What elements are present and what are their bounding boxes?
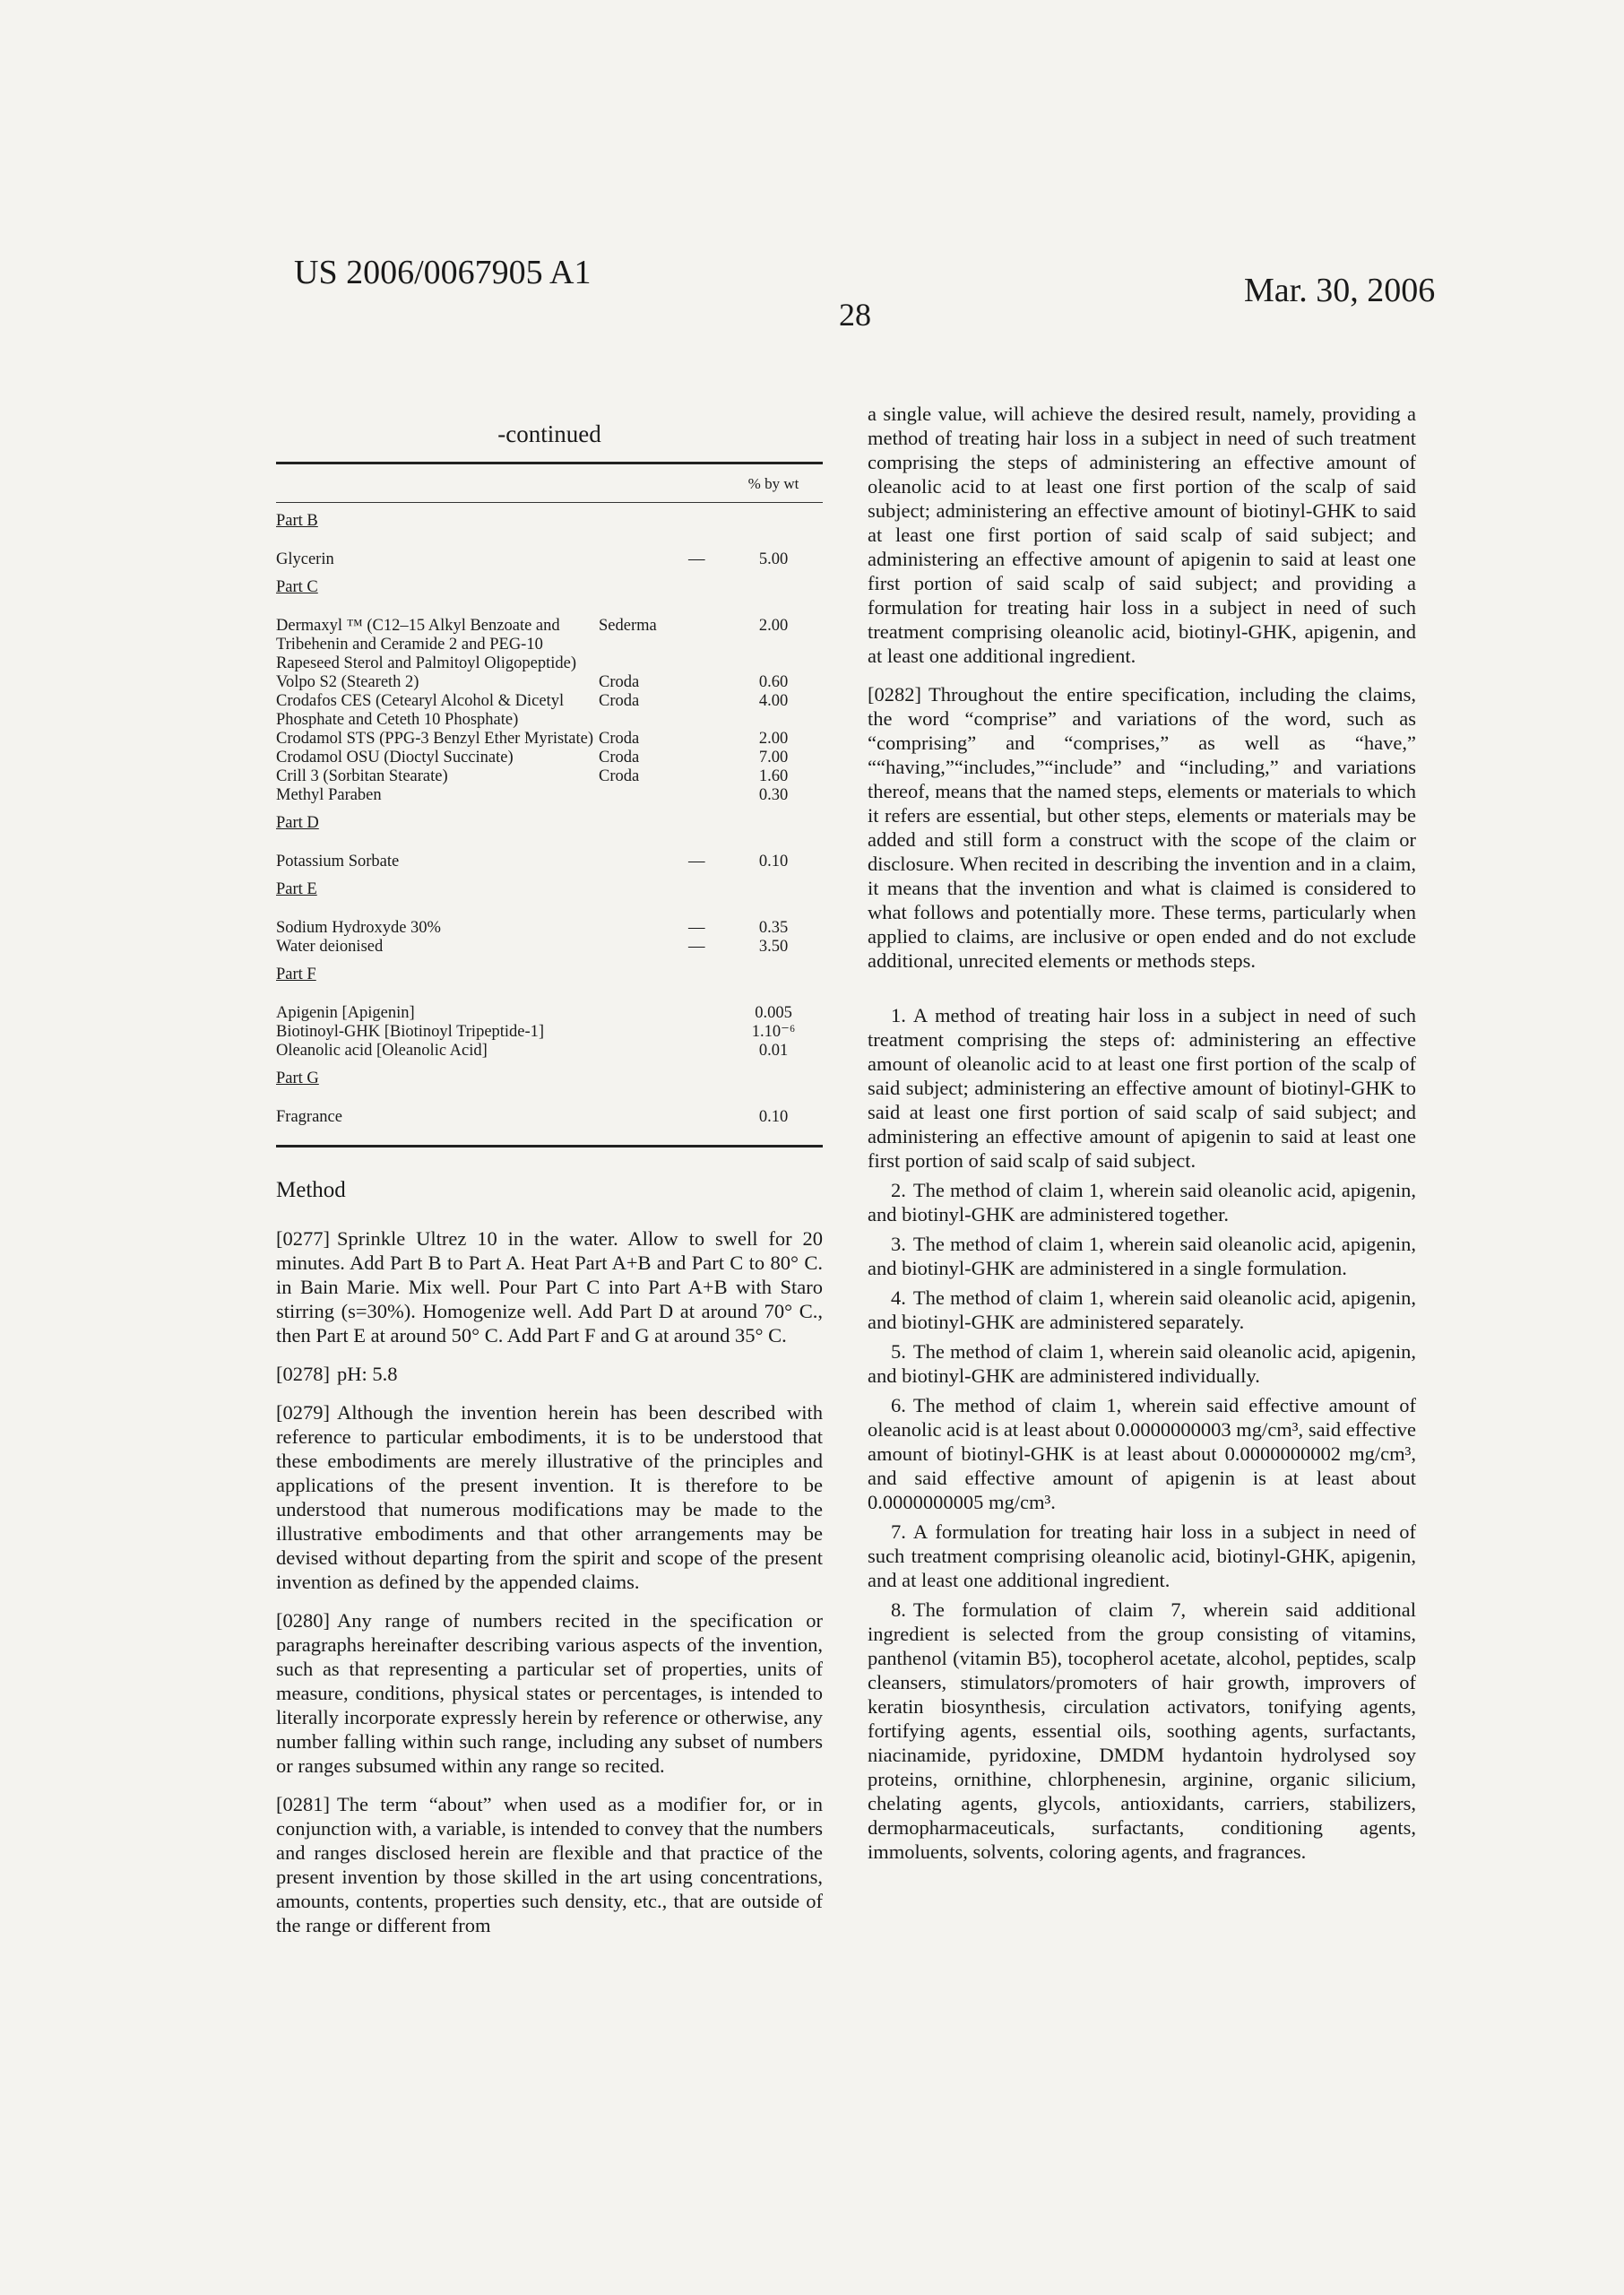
ingredient-name: Apigenin [Apigenin] (276, 1004, 415, 1022)
table-row (276, 919, 823, 938)
table-title: -continued (497, 420, 601, 447)
table-row (276, 767, 823, 786)
claim-text: The method of claim 1, wherein said oleanolic acid, apigenin, and biotinyl-GHK are administered individually. (868, 1340, 1416, 1387)
claim-5 (868, 1339, 1416, 1388)
table-part-label (276, 578, 823, 597)
table-bottom-rule (276, 1145, 823, 1148)
ingredient-name: Glycerin (276, 550, 334, 568)
table-column-header-row (276, 464, 823, 502)
supplier-name: Croda (599, 692, 640, 710)
ingredient-name: Crodamol STS (PPG-3 Benzyl Ether Myristate) (276, 730, 594, 748)
claim-4 (868, 1286, 1416, 1334)
claim-number: 7. (891, 1520, 906, 1543)
dash-mark: — (688, 853, 705, 870)
claim-8 (868, 1598, 1416, 1864)
paragraph-text: pH: 5.8 (337, 1363, 398, 1385)
table-row (276, 786, 823, 805)
ingredient-name: Methyl Paraben (276, 786, 382, 804)
dash-mark: — (688, 919, 705, 937)
claim-number: 2. (891, 1179, 906, 1201)
claim-text: The method of claim 1, wherein said oleanolic acid, apigenin, and biotinyl-GHK are administered in a single formulation. (868, 1233, 1416, 1279)
paragraph-number: [0280] (276, 1609, 330, 1632)
table-row (276, 1004, 823, 1023)
claim-text: The method of claim 1, wherein said oleanolic acid, apigenin, and biotinyl-GHK are administered together. (868, 1179, 1416, 1225)
ingredient-name: Dermaxyl ™ (C12–15 Alkyl Benzoate and Tribehenin and Ceramide 2 and PEG-10 Rapeseed Sterol and Palmitoyl Oligopeptide) (276, 617, 576, 672)
right-column (868, 402, 1416, 1864)
table-row (276, 673, 823, 692)
publication-number: US 2006/0067905 A1 (294, 254, 592, 291)
claim-text: The method of claim 1, wherein said effective amount of oleanolic acid is at least about 0.0000000003 mg/cm³, said effective amount of biotinyl-GHK is at least about 0.0000000002 mg/cm³, and said effective amount of apigenin is at least about 0.0000000005 mg/cm³. (868, 1394, 1416, 1513)
paragraph-0278 (276, 1362, 823, 1386)
supplier-name: Croda (599, 730, 640, 748)
ingredient-name: Biotinoyl-GHK [Biotinoyl Tripeptide-1] (276, 1023, 545, 1041)
dash-mark: — (688, 938, 705, 956)
table-part-label (276, 880, 823, 899)
ingredient-name: Crodafos CES (Cetearyl Alcohol & Dicetyl Phosphate and Ceteth 10 Phosphate) (276, 692, 565, 729)
ingredient-name: Oleanolic acid [Oleanolic Acid] (276, 1042, 488, 1060)
weight-value: 0.10 (758, 1108, 789, 1126)
claim-text: A method of treating hair loss in a subject in need of such treatment comprising the steps of: administering an effective amount of oleanolic acid to at least one first portion of the scalp of said subject; administering an effective amount of biotinyl-GHK to said at least one first portion of said scalp of said subject; and administering an effective amount of apigenin to said at least one first portion of said scalp of said subject. (868, 1004, 1416, 1172)
paragraph-number: [0279] (276, 1401, 330, 1424)
paragraph-text: Sprinkle Ultrez 10 in the water. Allow to swell for 20 minutes. Add Part B to Part A. Heat Part A+B and Part C to 80° C. in Bain Marie. Mix well. Pour Part C into Part A+B with Staro stirring (s=30%). Homogenize well. Add Part D at around 70° C., then Part E at around 50° C. Add Part F and G at around 35° C. (276, 1227, 823, 1347)
part-label: Part B (276, 512, 318, 530)
ingredient-name: Crodamol OSU (Dioctyl Succinate) (276, 749, 514, 766)
ingredient-name: Water deionised (276, 938, 384, 956)
page-number: 28 (839, 297, 871, 333)
weight-value: 0.35 (758, 919, 789, 937)
weight-value: 5.00 (758, 550, 789, 568)
paragraph-0282 (868, 682, 1416, 973)
publication-date: Mar. 30, 2006 (1244, 272, 1436, 309)
part-label: Part G (276, 1070, 319, 1087)
ingredient-name: Sodium Hydroxyde 30% (276, 919, 441, 937)
claim-number: 4. (891, 1286, 906, 1309)
weight-value: 1.60 (758, 767, 789, 785)
paragraph-number: [0277] (276, 1227, 330, 1250)
ingredient-table (276, 420, 823, 1148)
weight-value: 0.30 (758, 786, 789, 804)
table-row (276, 1108, 823, 1127)
claim-7 (868, 1520, 1416, 1592)
claim-text: The formulation of claim 7, wherein said additional ingredient is selected from the group consisting of vitamins, panthenol (vitamin B5), tocopherol acetate, alcohol, peptides, scalp cleansers, stimulators/promoters of hair growth, improvers of keratin biosynthesis, circulation activators, tonifying agents, fortifying agents, essential oils, soothing agents, surfactants, niacinamide, pyridoxine, DMDM hydantoin hydrolysed soy proteins, ornithine, chlorphenesin, arginine, organic silicium, chelating agents, glycols, antioxidants, carriers, stabilizers, dermopharmaceuticals, surfactants, conditioning agents, immoluents, solvents, coloring agents, and fragrances. (868, 1598, 1416, 1863)
table-row (276, 938, 823, 957)
left-text (276, 1178, 823, 1937)
weight-value: 3.50 (758, 938, 789, 956)
table-row (276, 1023, 823, 1042)
table-part-label (276, 966, 823, 984)
weight-value: 7.00 (758, 749, 789, 766)
supplier-name: Croda (599, 767, 640, 785)
paragraph-number: [0278] (276, 1363, 330, 1385)
table-part-label (276, 814, 823, 833)
claim-number: 5. (891, 1340, 906, 1363)
table-row (276, 730, 823, 749)
paragraph-0281 (276, 1792, 823, 1937)
table-row (276, 617, 823, 673)
paragraph-0280 (276, 1608, 823, 1778)
claim-number: 6. (891, 1394, 906, 1416)
part-label: Part E (276, 880, 317, 898)
table-row (276, 749, 823, 767)
claim-3 (868, 1232, 1416, 1280)
claim-number: 1. (891, 1004, 906, 1026)
part-label: Part F (276, 966, 316, 983)
table-part-label (276, 512, 823, 531)
column-header-by-weight: % by wt (747, 474, 799, 492)
weight-value: 0.005 (755, 1004, 792, 1022)
table-row (276, 1042, 823, 1061)
claim-number: 8. (891, 1598, 906, 1621)
paragraph-text: The term “about” when used as a modifier for, or in conjunction with, a variable, is intended to convey that the numbers and ranges disclosed herein are flexible and that practice of the present invention by those skilled in the art using concentrations, amounts, contents, properties such density, etc., that are outside of the range or different from (276, 1793, 823, 1936)
claim-text: The method of claim 1, wherein said oleanolic acid, apigenin, and biotinyl-GHK are administered separately. (868, 1286, 1416, 1333)
supplier-name: Sederma (599, 617, 657, 635)
weight-value: 1.10⁻⁶ (751, 1023, 796, 1041)
supplier-name: Croda (599, 673, 640, 691)
claim-number: 3. (891, 1233, 906, 1255)
weight-value: 0.01 (758, 1042, 789, 1060)
table-row (276, 692, 823, 730)
dash-mark: — (688, 550, 705, 568)
ingredient-name: Crill 3 (Sorbitan Stearate) (276, 767, 448, 785)
table-row (276, 853, 823, 871)
part-label: Part D (276, 814, 319, 832)
paragraph-0277 (276, 1226, 823, 1347)
claim-1 (868, 1003, 1416, 1173)
paragraph-text: Any range of numbers recited in the specification or paragraphs hereinafter describing various aspects of the invention, such as that representing a particular set of properties, units of measure, conditions, physical states or percentages, is intended to literally incorporate expressly herein by reference or otherwise, any number falling within such range, including any subset of numbers or ranges subsumed within any range so recited. (276, 1609, 823, 1777)
paragraph-0279 (276, 1400, 823, 1594)
continuation-text: a single value, will achieve the desired result, namely, providing a method of treating hair loss in a subject in need of such treatment comprising the steps of administering an effective amount of oleanolic acid to at least one first portion of the scalp of said subject; administering an effective amount of biotinyl-GHK to said at least one first portion of said scalp of said subject; and administering an effective amount of apigenin to said at least one first portion of said scalp of said subject; and providing a formulation for treating hair loss in a subject in need of such treatment comprising oleanolic acid, biotinyl-GHK, apigenin, and at least one additional ingredient. (868, 403, 1416, 667)
table-part-label (276, 1070, 823, 1088)
weight-value: 0.60 (758, 673, 789, 691)
claims-list (868, 1003, 1416, 1864)
weight-value: 2.00 (758, 617, 789, 635)
paragraph-text: Although the invention herein has been described with reference to particular embodiments, it is to be understood that these embodiments are merely illustrative of the principles and applications of the present invention. It is therefore to be understood that numerous modifications may be made to the illustrative embodiments and that other arrangements may be devised without departing from the spirit and scope of the present invention as defined by the appended claims. (276, 1401, 823, 1593)
paragraph-number: [0281] (276, 1793, 330, 1815)
claim-text: A formulation for treating hair loss in a subject in need of such treatment comprising oleanolic acid, biotinyl-GHK, apigenin, and at least one additional ingredient. (868, 1520, 1416, 1591)
claim-2 (868, 1178, 1416, 1226)
part-label: Part C (276, 578, 318, 596)
claim-6 (868, 1393, 1416, 1514)
weight-value: 2.00 (758, 730, 789, 748)
left-column (276, 402, 823, 1937)
ingredient-name: Fragrance (276, 1108, 342, 1126)
paragraph-text: Throughout the entire specification, including the claims, the word “comprise” and variations of the word, such as “comprising” and “comprises,” as well as “have,” ““having,”“includes,”“include” and “including,” and variations thereof, means that the named steps, elements or materials to which it refers are essential, but other steps, elements or materials may be added and still form a construct with the scope of the claim or disclosure. When recited in describing the invention and in a claim, it means that the invention and what is claimed is considered to what follows and potentially more. These terms, particularly when applied to claims, are inclusive or open ended and do not exclude additional, unrecited elements or methods steps. (868, 683, 1416, 972)
table-body (276, 503, 823, 1136)
weight-value: 4.00 (758, 692, 789, 710)
paragraph-number: [0282] (868, 683, 921, 706)
table-row (276, 550, 823, 569)
method-heading: Method (276, 1178, 346, 1202)
ingredient-name: Volpo S2 (Steareth 2) (276, 673, 419, 691)
ingredient-name: Potassium Sorbate (276, 853, 400, 870)
supplier-name: Croda (599, 749, 640, 766)
weight-value: 0.10 (758, 853, 789, 870)
